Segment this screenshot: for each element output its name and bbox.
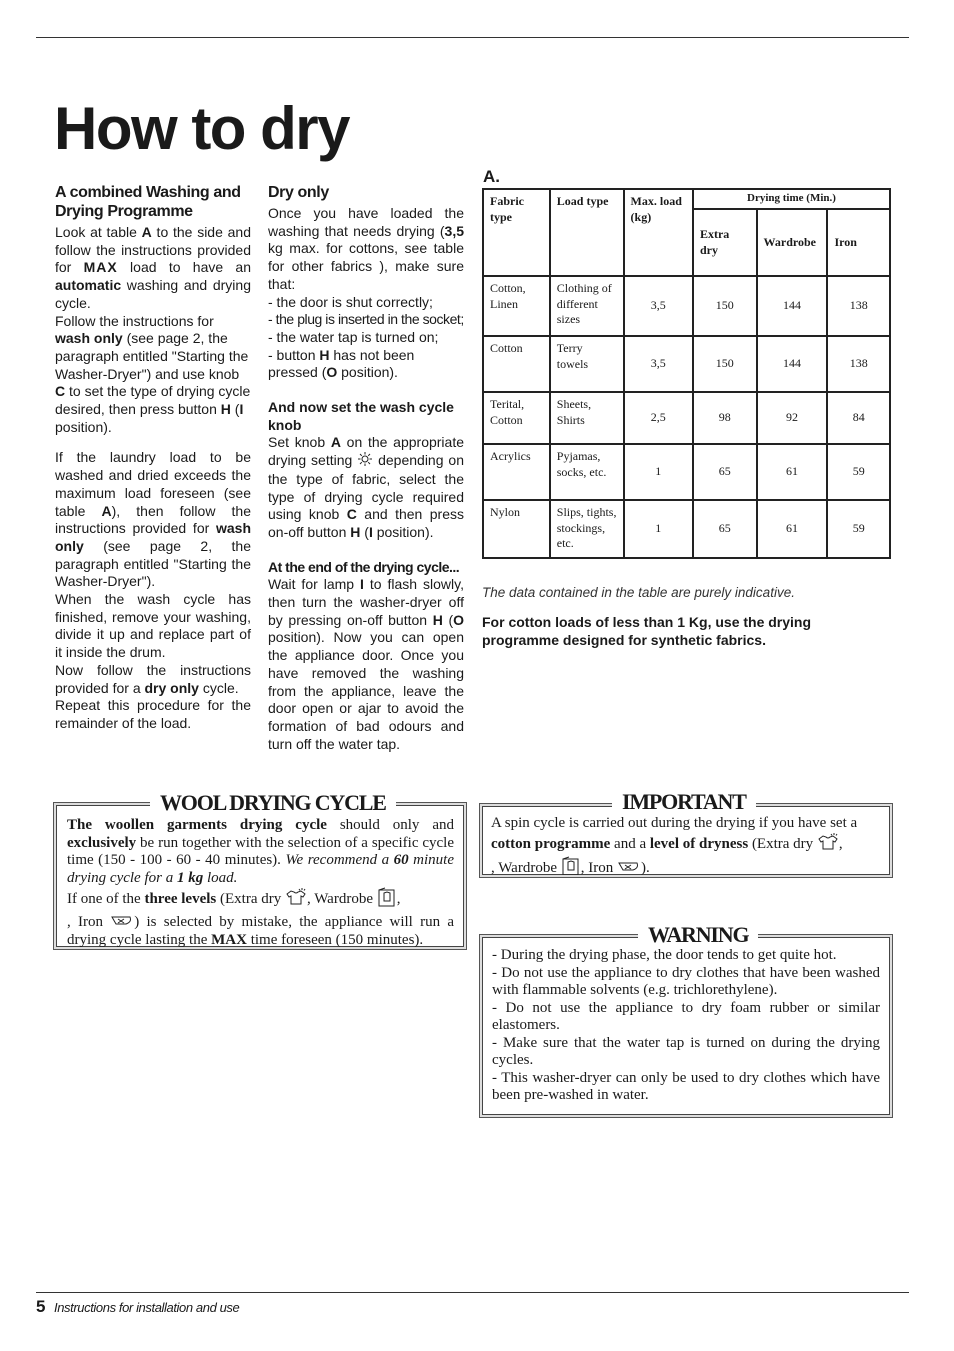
- cell-load: Slips, tights, stockings, etc.: [550, 500, 624, 558]
- cell-iron: 138: [827, 276, 890, 336]
- header-load: Load type: [550, 189, 624, 276]
- cell-iron: 84: [827, 392, 890, 444]
- header-max-load: Max. load (kg): [624, 189, 693, 276]
- set-knob-subheading: And now set the wash cycle knob: [268, 399, 454, 433]
- cell-iron: 59: [827, 444, 890, 500]
- combined-p5: Now follow the instructions provided for a dry only cycle.: [55, 661, 251, 696]
- cell-load: Clothing of different sizes: [550, 276, 624, 336]
- cell-max: 1: [624, 500, 693, 558]
- dry-only-p1: Once you have loaded the washing that needs drying (3,5 kg max. for cottons, see table for other fabrics ), make sure that:: [268, 205, 464, 292]
- warning-item: - This washer-dryer can only be used to dry clothes which have been pre-washed in water.: [492, 1069, 880, 1103]
- cell-wardrobe: 144: [757, 336, 828, 392]
- warning-item: - During the drying phase, the door tends to get quite hot.: [492, 947, 837, 963]
- cell-iron: 138: [827, 336, 890, 392]
- dry-only-p2: Set knob A on the appropriate drying setting depending on the type of fabric, select the type of drying cycle required using knob C and then press on-off button H (I position).: [268, 434, 465, 540]
- cell-load: Sheets, Shirts: [550, 392, 624, 444]
- wool-box: [56, 805, 464, 947]
- header-iron: Iron: [827, 209, 890, 276]
- warning-item: - Do not use the appliance to dry foam rubber or similar elastomers.: [492, 999, 880, 1033]
- table-row: [483, 392, 890, 444]
- cell-iron: 59: [827, 500, 890, 558]
- wardrobe-icon: [377, 887, 397, 913]
- cell-wardrobe: 61: [757, 500, 828, 558]
- extra-dry-icon: [817, 833, 839, 857]
- cell-extra: 65: [693, 500, 757, 558]
- warning-title: WARNING: [638, 923, 758, 947]
- combined-heading: A combined Washing and Drying Programme: [55, 184, 241, 220]
- important-title: IMPORTANT: [612, 790, 756, 814]
- important-text: A spin cycle is carried out during the drying if you have set a cotton programme and a level of dryness (Extra dry , , Wardrobe , Iron ).: [483, 807, 889, 882]
- header-drying-time: Drying time (Min.): [693, 189, 890, 209]
- dry-only-check: - the door is shut correctly;: [268, 293, 433, 310]
- cell-fabric: Cotton, Linen: [483, 276, 550, 336]
- cell-load: Pyjamas, socks, etc.: [550, 444, 624, 500]
- dry-only-check: - the plug is inserted in the socket;: [268, 311, 464, 328]
- iron-icon: [110, 913, 134, 933]
- warning-text: [483, 938, 889, 1105]
- wardrobe-icon: [561, 856, 581, 882]
- table-row: [483, 444, 890, 500]
- end-cycle-subheading: At the end of the drying cycle...: [268, 558, 460, 575]
- extra-dry-icon: [285, 888, 307, 912]
- cell-extra: 150: [693, 276, 757, 336]
- important-box: [482, 806, 890, 875]
- dry-only-p3: Wait for lamp I to flash slowly, then turn the washer-dryer off by pressing on-off button H (O position). Now you can open the appliance door. Once you have removed the washing from the appliance, leave the door open or ajar to avoid the formation of bad odours and turn off the water tap.: [268, 576, 464, 752]
- warning-item: - Make sure that the water tap is turned on during the drying cycles.: [492, 1034, 880, 1068]
- iron-icon: [617, 859, 641, 879]
- dry-only-heading: Dry only: [268, 184, 329, 201]
- header-wardrobe: Wardrobe: [757, 209, 828, 276]
- sun-icon: [357, 452, 373, 471]
- combined-p4: When the wash cycle has finished, remove your washing, divide it up and replace part of it inside the drum.: [55, 591, 251, 661]
- table-row: [483, 336, 890, 392]
- footer-text: Instructions for installation and use: [54, 1300, 240, 1315]
- header-fabric: Fabric type: [483, 189, 550, 276]
- table-note: The data contained in the table are purely indicative.: [482, 585, 795, 600]
- page-number: 5: [36, 1297, 46, 1316]
- cell-fabric: Cotton: [483, 336, 550, 392]
- wool-text: The woollen garments drying cycle should only and exclusively be run together with the selection of a specific cycle time (150 - 100 - 60 - 40 minutes). We recommend a 60 minute drying cycle for a 1 kg load. If one of the three levels (Extra dry , Wardrobe , , Iron ) is selected by mistake, the appliance will run a drying cycle lasting the MAX time foreseen (150 minutes).: [67, 817, 454, 948]
- cell-max: 3,5: [624, 276, 693, 336]
- cell-max: 2,5: [624, 392, 693, 444]
- table-row: [483, 276, 890, 336]
- cell-extra: 65: [693, 444, 757, 500]
- combined-p6: Repeat this procedure for the remainder of the load.: [55, 697, 251, 731]
- cotton-note: For cotton loads of less than 1 Kg, use the drying programme designed for synthetic fabrics.: [482, 614, 812, 648]
- top-rule: [36, 37, 909, 38]
- dry-only-check: - the water tap is turned on;: [268, 328, 439, 345]
- cell-max: 1: [624, 444, 693, 500]
- cell-extra: 98: [693, 392, 757, 444]
- combined-p1: Look at table A to the side and follow the instructions provided for MAX load to have an automatic washing and drying cycle.: [55, 224, 251, 311]
- cell-extra: 150: [693, 336, 757, 392]
- page-title: How to dry: [54, 95, 349, 162]
- combined-p3: If the laundry load to be washed and dried exceeds the maximum load foreseen (see table A), then follow the instructions provided for wash only (see page 2, the paragraph entitled "Starting the Washer-Dryer").: [55, 449, 252, 590]
- cell-wardrobe: 61: [757, 444, 828, 500]
- dry-only-check: - button H has not been pressed (O position).: [268, 346, 415, 381]
- warning-box: [482, 937, 890, 1115]
- cell-load: Terry towels: [550, 336, 624, 392]
- wool-title: WOOL DRYING CYCLE: [150, 791, 396, 815]
- cell-fabric: Acrylics: [483, 444, 550, 500]
- bottom-rule: [36, 1292, 909, 1293]
- table-row: [483, 500, 890, 558]
- combined-p2: Follow the instructions for wash only (see page 2, the paragraph entitled "Starting the Washer-Dryer") and use knob C to set the type of drying cycle desired, then press button H (I position).: [55, 312, 251, 435]
- cell-wardrobe: 92: [757, 392, 828, 444]
- header-extra-dry: Extra dry: [693, 209, 757, 276]
- cell-max: 3,5: [624, 336, 693, 392]
- drying-table: [482, 188, 891, 559]
- cell-wardrobe: 144: [757, 276, 828, 336]
- table-label: A.: [483, 167, 500, 186]
- cell-fabric: Nylon: [483, 500, 550, 558]
- warning-item: - Do not use the appliance to dry clothes that have been washed with flammable solvents (e.g. trichlorethylene).: [492, 964, 880, 998]
- cell-fabric: Terital, Cotton: [483, 392, 550, 444]
- combined-section: [55, 183, 251, 733]
- dry-only-section: [268, 183, 464, 753]
